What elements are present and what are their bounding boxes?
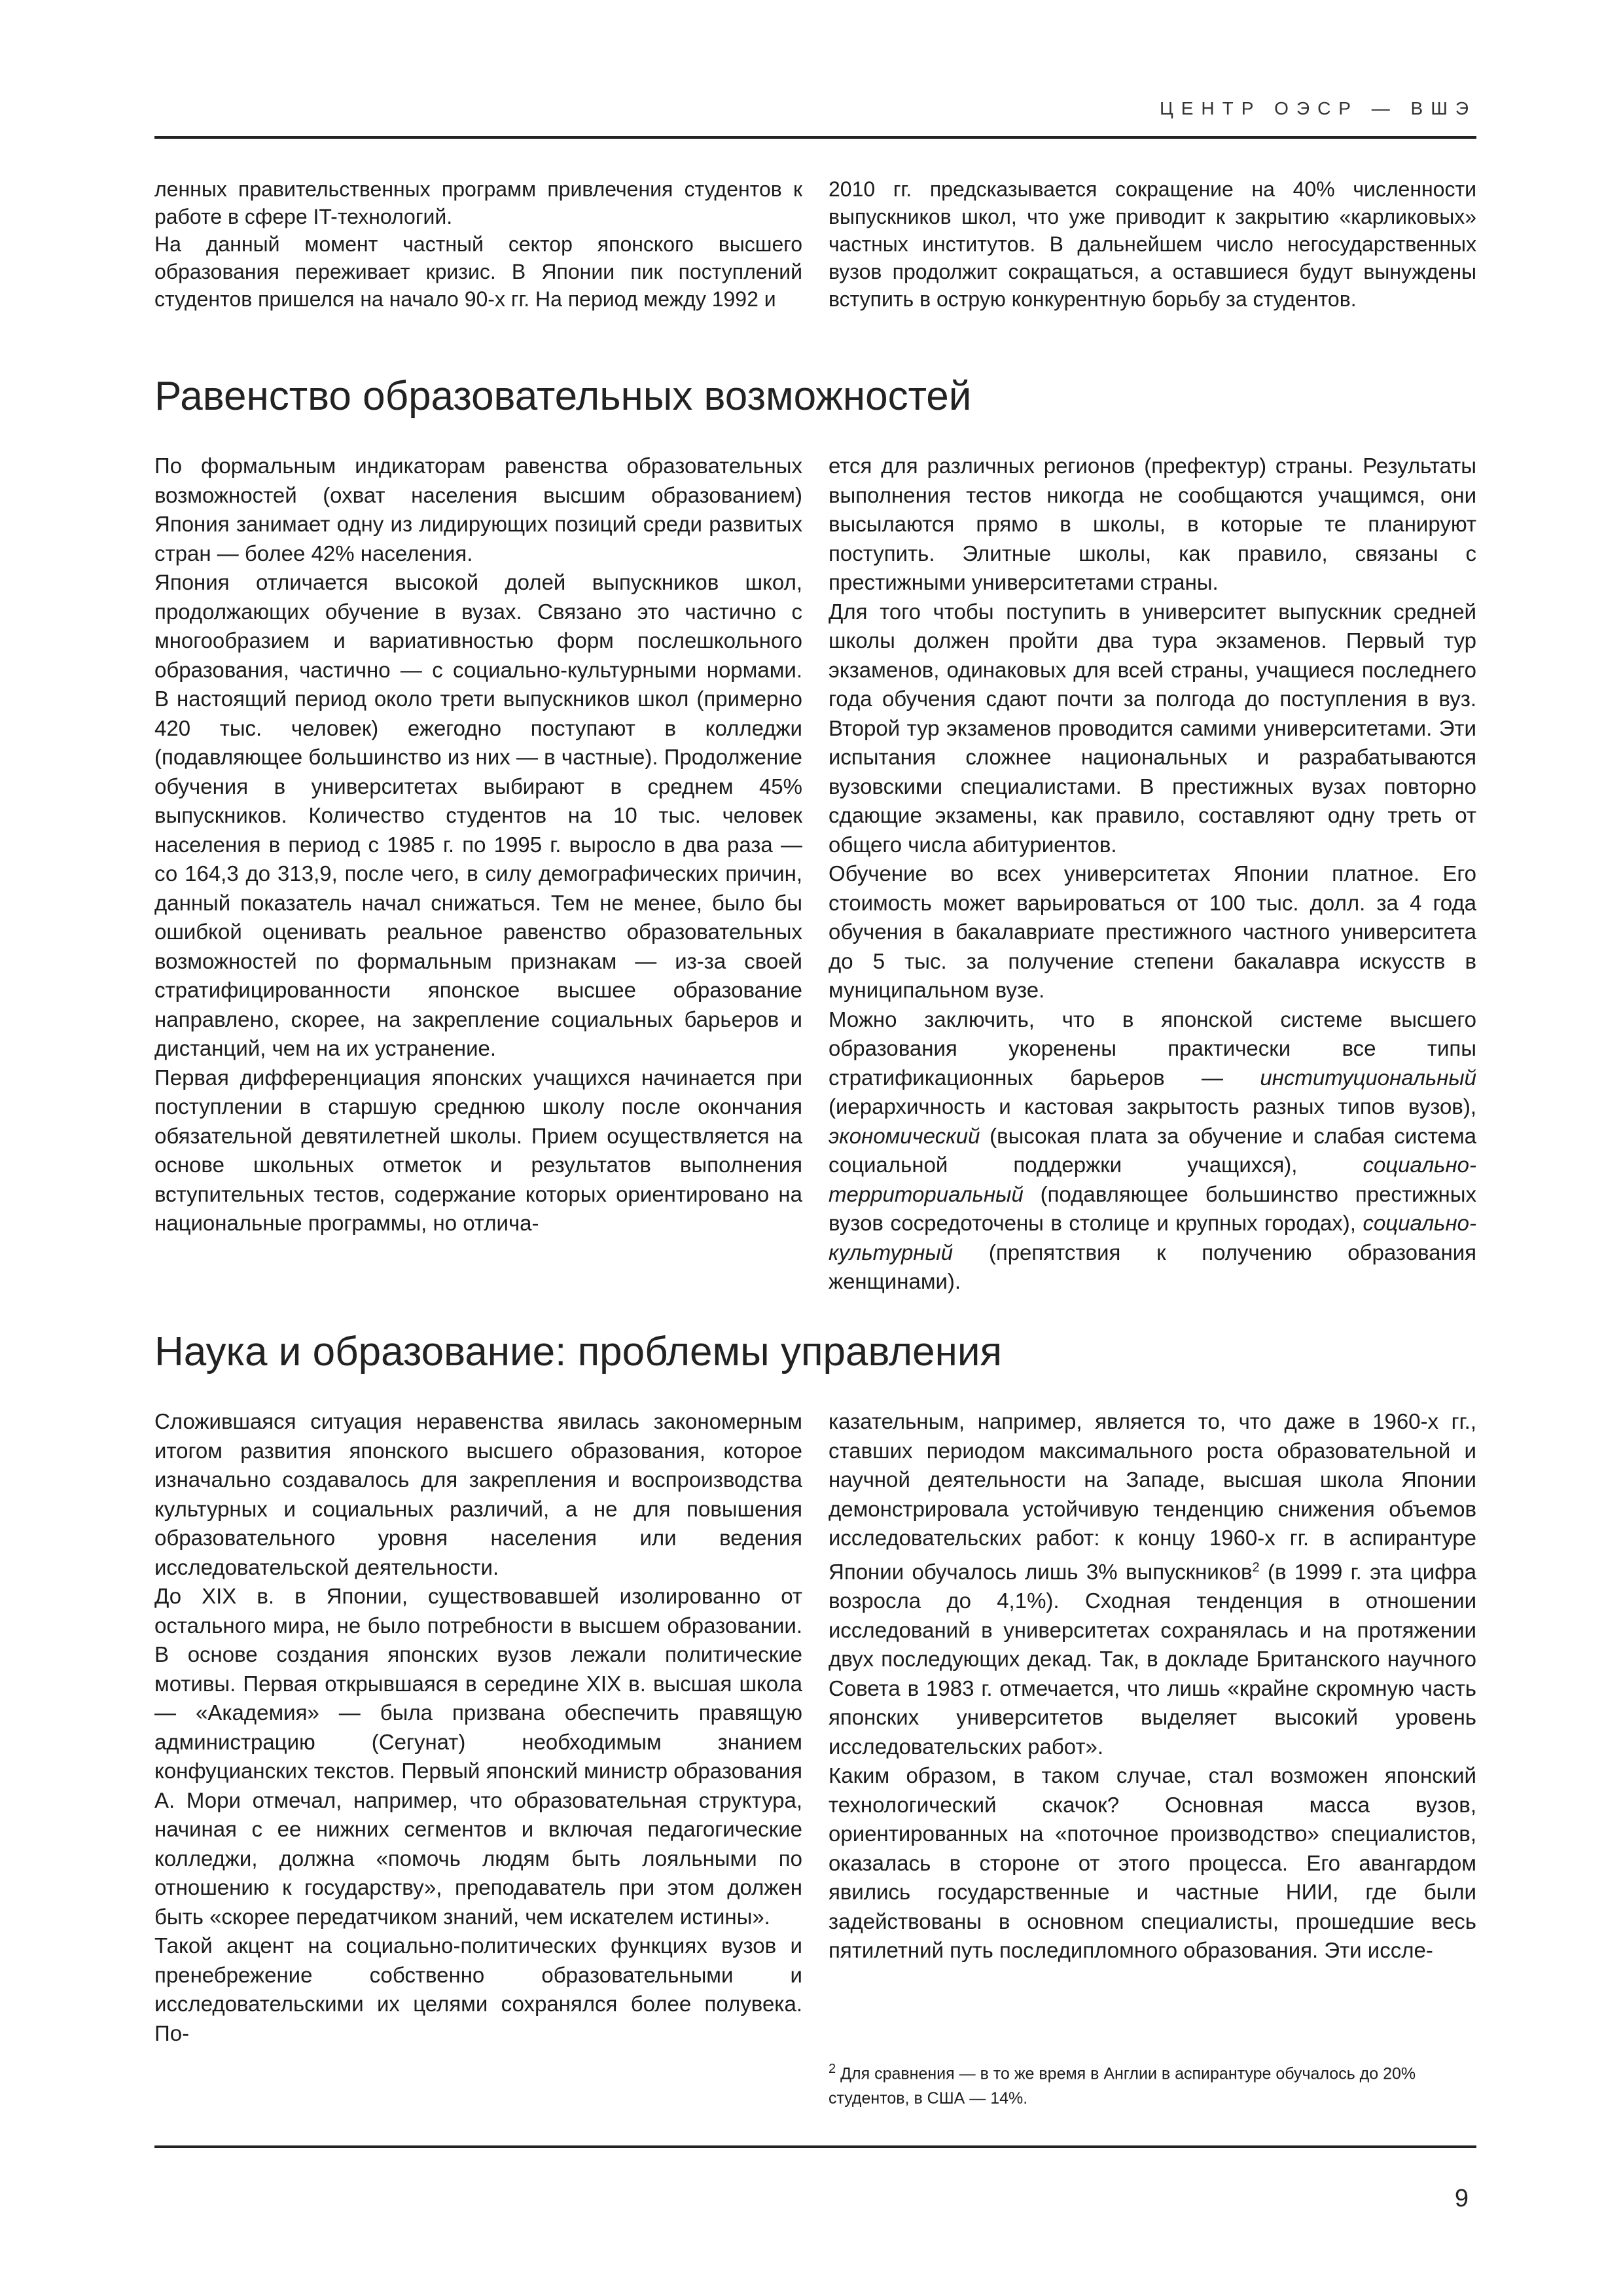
section1-left-column	[154, 452, 802, 1238]
emphasis-term: социально-культурный	[829, 1211, 1476, 1265]
paragraph: Для того чтобы поступить в университет выпускник средней школы должен пройти два тура экзаменов. Первый тур экзаменов, одинаковых для всей страны, учащиеся последнего года обучения сдают почти за полгода до поступления в вуз. Второй тур экзаменов проводится самими университетами. Эти испытания сложнее национальных и разрабатываются вузовскими специалистами. В престижных вузах повторно сдающие экзамены, как правило, составляют одну треть от общего числа абитуриентов.	[829, 599, 1476, 857]
paragraph	[829, 1407, 1476, 1761]
footnote-text: Для сравнения — в то же время в Англии в аспирантуре обучалось до 20% студентов, в США — 14%.	[829, 2064, 1416, 2108]
section-heading: Наука и образование: проблемы управления	[154, 1329, 1003, 1374]
footnote	[829, 2056, 1476, 2111]
header-rule	[154, 136, 1476, 139]
page-number: 9	[1454, 2185, 1469, 2212]
paragraph: Сложившаяся ситуация неравенства явилась закономерным итогом развития японского высшего образования, которое изначально создавалось для закрепления и воспроизводства культурных и социальных различий, а не для повышения образовательного уровня населения или ведения исследовательской деятельности.	[154, 1409, 802, 1579]
top-right-column	[829, 175, 1476, 313]
top-left-column	[154, 175, 802, 313]
paragraph: До XIX в. в Японии, существовавшей изолированно от остального мира, не было потребности в высшем образовании. В основе создания японских вузов лежали политические мотивы. Первая открывшаяся в середине XIX в. высшая школа — «Академия» — была призвана обеспечить правящую администрацию (Сегунат) необходимым знанием конфуцианских текстов. Первый японский министр образования А. Мори отмечал, например, что образовательная структура, начиная с ее нижних сегментов и включая педагогические колледжи, должна «помочь людям быть лояльными по отношению к государству», преподаватель при этом должен быть «скорее передатчиком знаний, чем искателем истины».	[154, 1584, 802, 1929]
paragraph: По формальным индикаторам равенства образовательных возможностей (охват населения высшим образованием) Япония занимает одну из лидирующих позиций среди развитых стран — более 42% населения.	[154, 454, 802, 565]
paragraph: ленных правительственных программ привлечения студентов к работе в сфере IT-технологий.	[154, 177, 802, 228]
running-head: ЦЕНТР ОЭСР — ВШЭ	[1160, 98, 1476, 118]
section1-right-column	[829, 452, 1476, 1297]
section-heading: Равенство образовательных возможностей	[154, 374, 972, 419]
paragraph: На данный момент частный сектор японского высшего образования переживает кризис. В Японии пик поступлений студентов пришелся на начало 90-х гг. На период между 1992 и	[154, 232, 802, 311]
text-run: казательным, например, является то, что даже в 1960-х гг., ставших периодом максимального роста образовательной и научной деятельности на Западе, высшая школа Японии демонстрировала устойчивую тенденцию снижения объемов исследовательских работ: к концу 1960-х гг. в аспирантуре Японии обучалось лишь 3% выпускников	[829, 1409, 1476, 1584]
emphasis-term: социально-территориальный	[829, 1153, 1476, 1206]
text-run: (высокая плата за обучение и слабая система социальной поддержки учащихся),	[829, 1123, 1476, 1177]
text-run: (иерархичность и кастовая закрытость разных типов вузов),	[829, 1094, 1476, 1119]
text-run: (препятствия к получению образования женщинами).	[829, 1240, 1476, 1293]
section2-left-column	[154, 1407, 802, 2048]
text-run: (подавляющее большинство престижных вузов сосредоточены в столице и крупных городах),	[829, 1181, 1476, 1235]
paragraph: Такой акцент на социально-политических функциях вузов и пренебрежение собственно образовательными и исследовательскими их целями сохранялся более полувека. По-	[154, 1933, 802, 2045]
footnote-marker: 2	[829, 2062, 836, 2076]
emphasis-term: институциональный	[1260, 1065, 1476, 1090]
text-run: Можно заключить, что в японской системе высшего образования укоренены практически все типы стратификационных барьеров —	[829, 1007, 1476, 1090]
emphasis-term: экономический	[829, 1123, 980, 1148]
paragraph: ется для различных регионов (префектур) страны. Результаты выполнения тестов никогда не сообщаются учащимся, они высылаются прямо в школы, в которые те планируют поступить. Элитные школы, как правило, связаны с престижными университетами страны.	[829, 454, 1476, 594]
paragraph: Каким образом, в таком случае, стал возможен японский технологический скачок? Основная масса вузов, ориентированных на «поточное производство» специалистов, оказалась в стороне от этого процесса. Его авангардом явились государственные и частные НИИ, где были задействованы в основном специалисты, прошедшие весь пятилетний путь последипломного образования. Эти иссле-	[829, 1763, 1476, 1962]
section2-right-column	[829, 1407, 1476, 1965]
footnote-reference[interactable]: 2	[1252, 1560, 1260, 1575]
text-run: (в 1999 г. эта цифра возросла до 4,1%). Сходная тенденция в отношении исследований в университетах сохранялась и на протяжении двух последующих декад. Так, в докладе Британского научного Совета в 1983 г. отмечается, что лишь «крайне скромную часть японских университетов выделяет высокий уровень исследовательских работ».	[829, 1559, 1476, 1759]
paragraph: Япония отличается высокой долей выпускников школ, продолжающих обучение в вузах. Связано это частично с многообразием и вариативностью форм послешкольного образования, частично — с социально-культурными нормами. В настоящий период около трети выпускников школ (примерно 420 тыс. человек) ежегодно поступают в колледжи (подавляющее большинство из них — в частные). Продолжение обучения в университетах выбирают в среднем 45% выпускников. Количество студентов на 10 тыс. человек населения в период с 1985 г. по 1995 г. выросло в два раза — со 164,3 до 313,9, после чего, в силу демографических причин, данный показатель начал снижаться. Тем не менее, было бы ошибкой оценивать реальное равенство образовательных возможностей по формальным признакам — из-за своей стратифицированности японское высшее образование направлено, скорее, на закрепление социальных барьеров и дистанций, чем на их устранение.	[154, 570, 802, 1060]
footer-rule	[154, 2145, 1476, 2148]
paragraph: 2010 гг. предсказывается сокращение на 40% численности выпускников школ, что уже приводит к закрытию «карликовых» частных институтов. В дальнейшем число негосударственных вузов продолжит сокращаться, а оставшиеся будут вынуждены вступить в острую конкурентную борьбу за студентов.	[829, 177, 1476, 311]
paragraph: Обучение во всех университетах Японии платное. Его стоимость может варьироваться от 100 тыс. долл. за 4 года обучения в бакалавриате престижного частного университета до 5 тыс. за получение степени бакалавра искусств в муниципальном вузе.	[829, 861, 1476, 1002]
paragraph: Первая дифференциация японских учащихся начинается при поступлении в старшую среднюю школу после окончания обязательной девятилетней школы. Прием осуществляется на основе школьных отметок и результатов выполнения вступительных тестов, содержание которых ориентировано на национальные программы, но отлича-	[154, 1065, 802, 1235]
conclusion-paragraph	[829, 1005, 1476, 1297]
